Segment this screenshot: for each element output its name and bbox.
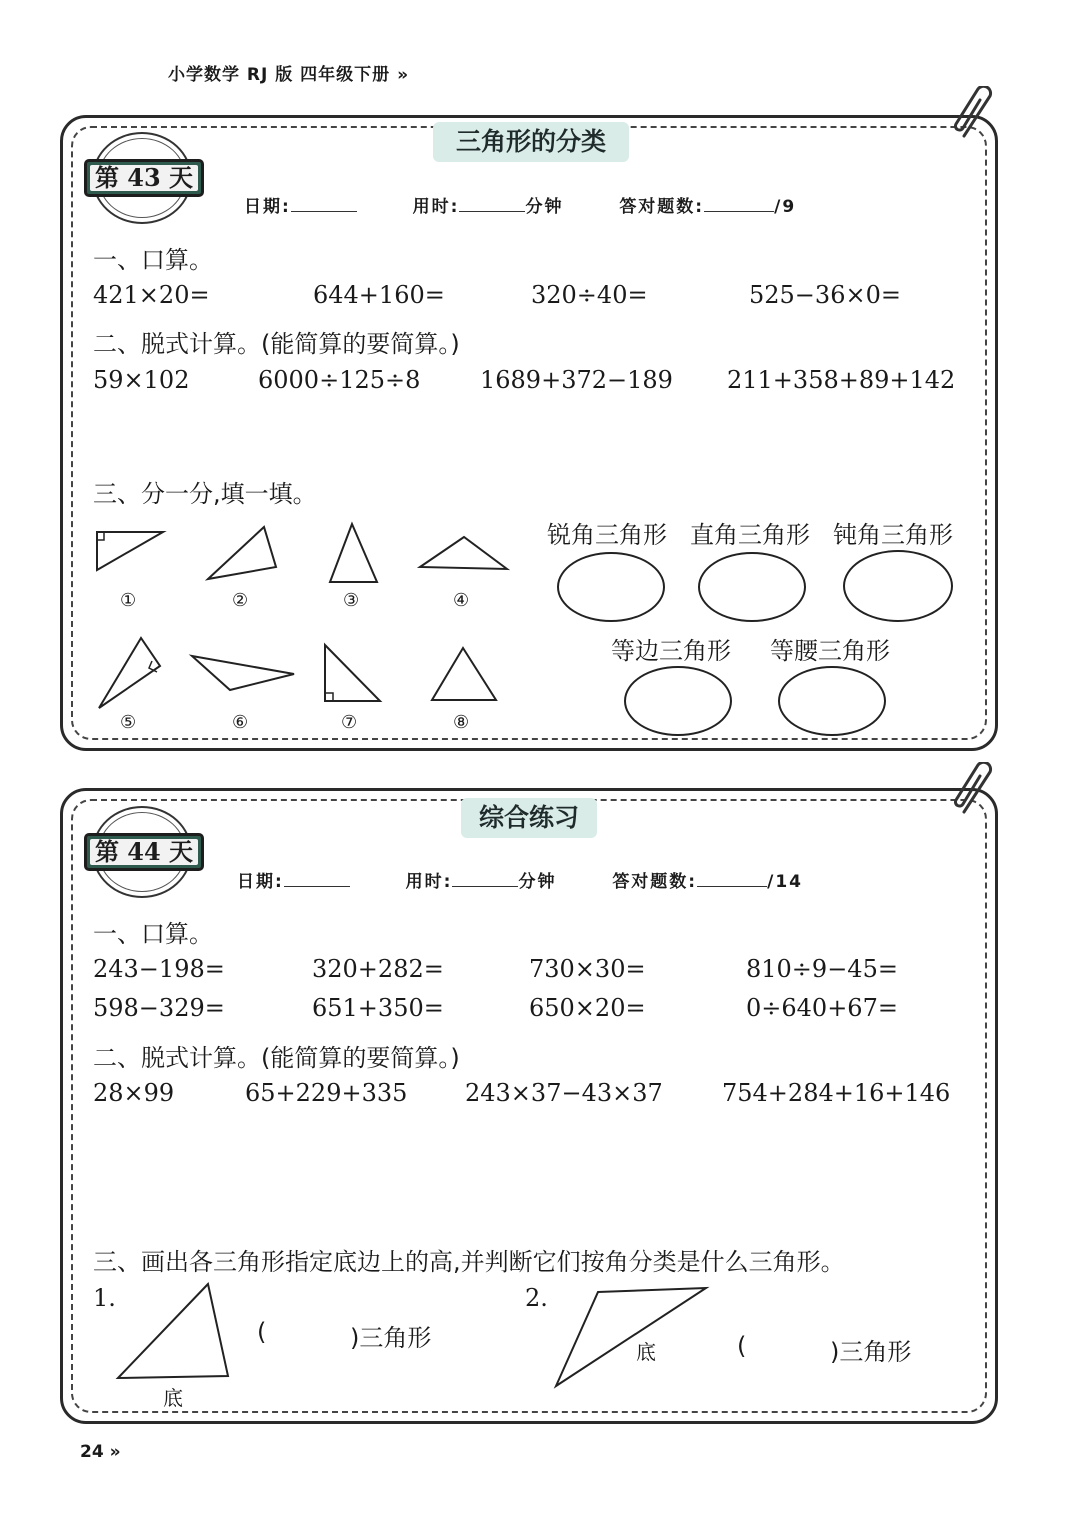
question-2-answer-open: ( xyxy=(737,1332,747,1360)
day44-section2-title: 二、脱式计算。(能简算的要简算。) xyxy=(93,1044,460,1072)
score-total: /9 xyxy=(774,197,797,217)
time-label: 用时: xyxy=(405,872,453,892)
day44-oral-3: 730×30= xyxy=(529,955,646,983)
category-obtuse: 钝角三角形 xyxy=(833,521,953,549)
day44-section1-title: 一、口算。 xyxy=(93,920,213,948)
day44-oral-5: 598−329= xyxy=(93,994,225,1022)
day43-calc-2: 6000÷125÷8 xyxy=(258,366,421,394)
day43-oral-2: 644+160= xyxy=(313,281,445,309)
triangle-8 xyxy=(430,646,498,702)
question-2-triangle xyxy=(554,1286,708,1388)
day44-oral-4: 810÷9−45= xyxy=(746,955,898,983)
question-1-base-label: 底 xyxy=(163,1386,183,1410)
day44-oral-2: 320+282= xyxy=(312,955,444,983)
day43-section1-title: 一、口算。 xyxy=(93,246,213,274)
date-label: 日期: xyxy=(237,872,284,892)
time-unit: 分钟 xyxy=(525,197,564,217)
badge-label-frame xyxy=(84,833,204,871)
day44-oral-1: 243−198= xyxy=(93,955,225,983)
question-1-answer[interactable]: )三角形 xyxy=(350,1324,432,1352)
question-1-number: 1. xyxy=(93,1284,116,1312)
triangle-4 xyxy=(418,535,510,573)
shape-number-8: ⑧ xyxy=(453,712,470,733)
day44-calc-4: 754+284+16+146 xyxy=(722,1079,951,1107)
shape-number-5: ⑤ xyxy=(120,712,137,733)
triangle-5 xyxy=(97,636,163,710)
answer-oval-equilateral[interactable] xyxy=(624,666,732,736)
paperclip-icon xyxy=(950,762,1002,818)
day44-calc-1: 28×99 xyxy=(93,1079,175,1107)
paperclip-icon xyxy=(950,86,1002,142)
shape-number-6: ⑥ xyxy=(232,712,249,733)
day44-title: 综合练习 xyxy=(461,798,597,838)
day43-section3-title: 三、分一分,填一填。 xyxy=(93,480,317,508)
day43-badge-text: 第 43 天 xyxy=(90,165,198,191)
day44-oral-8: 0÷640+67= xyxy=(746,994,898,1022)
shape-number-2: ② xyxy=(232,590,249,611)
time-field[interactable] xyxy=(459,195,525,212)
triangle-7 xyxy=(323,643,383,703)
day44-badge-text: 第 44 天 xyxy=(90,839,198,865)
day44-badge xyxy=(88,806,200,902)
category-isosceles: 等腰三角形 xyxy=(770,637,890,665)
page-number: 24 » xyxy=(80,1442,121,1462)
shape-number-1: ① xyxy=(120,590,137,611)
score-total: /14 xyxy=(767,872,803,892)
date-field[interactable] xyxy=(291,195,357,212)
day44-calc-3: 243×37−43×37 xyxy=(465,1079,663,1107)
shape-number-7: ⑦ xyxy=(341,712,358,733)
question-1-answer-open: ( xyxy=(257,1318,267,1346)
shape-number-3: ③ xyxy=(343,590,360,611)
day43-section2-title: 二、脱式计算。(能简算的要简算。) xyxy=(93,330,460,358)
answer-oval-acute[interactable] xyxy=(557,552,665,622)
category-equilateral: 等边三角形 xyxy=(611,637,731,665)
day44-calc-2: 65+229+335 xyxy=(245,1079,408,1107)
day43-title: 三角形的分类 xyxy=(433,122,629,162)
day44-oral-6: 651+350= xyxy=(312,994,444,1022)
day43-calc-4: 211+358+89+142 xyxy=(727,366,956,394)
day44-oral-7: 650×20= xyxy=(529,994,646,1022)
shape-number-4: ④ xyxy=(453,590,470,611)
answer-oval-obtuse[interactable] xyxy=(843,550,953,622)
day43-badge xyxy=(88,132,200,228)
day43-calc-3: 1689+372−189 xyxy=(480,366,673,394)
date-field[interactable] xyxy=(284,870,350,887)
day43-oral-1: 421×20= xyxy=(93,281,210,309)
date-label: 日期: xyxy=(244,197,291,217)
score-field[interactable] xyxy=(697,870,767,887)
time-unit: 分钟 xyxy=(518,872,557,892)
triangle-1 xyxy=(95,530,167,574)
day43-oral-4: 525−36×0= xyxy=(749,281,901,309)
answer-oval-right[interactable] xyxy=(698,552,806,622)
time-label: 用时: xyxy=(412,197,460,217)
question-2-answer[interactable]: )三角形 xyxy=(830,1338,912,1366)
category-right: 直角三角形 xyxy=(690,521,810,549)
question-1-triangle xyxy=(116,1282,232,1382)
time-field[interactable] xyxy=(452,870,518,887)
day43-oral-3: 320÷40= xyxy=(531,281,648,309)
triangle-6 xyxy=(190,654,296,694)
question-2-base-label: 底 xyxy=(636,1340,656,1364)
question-2-number: 2. xyxy=(525,1284,548,1312)
day44-meta xyxy=(237,867,803,892)
badge-label-frame xyxy=(84,159,204,197)
day43-calc-1: 59×102 xyxy=(93,366,190,394)
triangle-3 xyxy=(328,522,380,584)
triangle-2 xyxy=(206,525,278,581)
book-header: 小学数学 RJ 版 四年级下册 » xyxy=(168,65,410,85)
score-label: 答对题数: xyxy=(619,197,705,217)
day44-section3-title: 三、画出各三角形指定底边上的高,并判断它们按角分类是什么三角形。 xyxy=(93,1248,845,1276)
score-label: 答对题数: xyxy=(612,872,698,892)
score-field[interactable] xyxy=(704,195,774,212)
answer-oval-isosceles[interactable] xyxy=(778,666,886,736)
category-acute: 锐角三角形 xyxy=(547,521,667,549)
day43-meta xyxy=(244,192,796,217)
